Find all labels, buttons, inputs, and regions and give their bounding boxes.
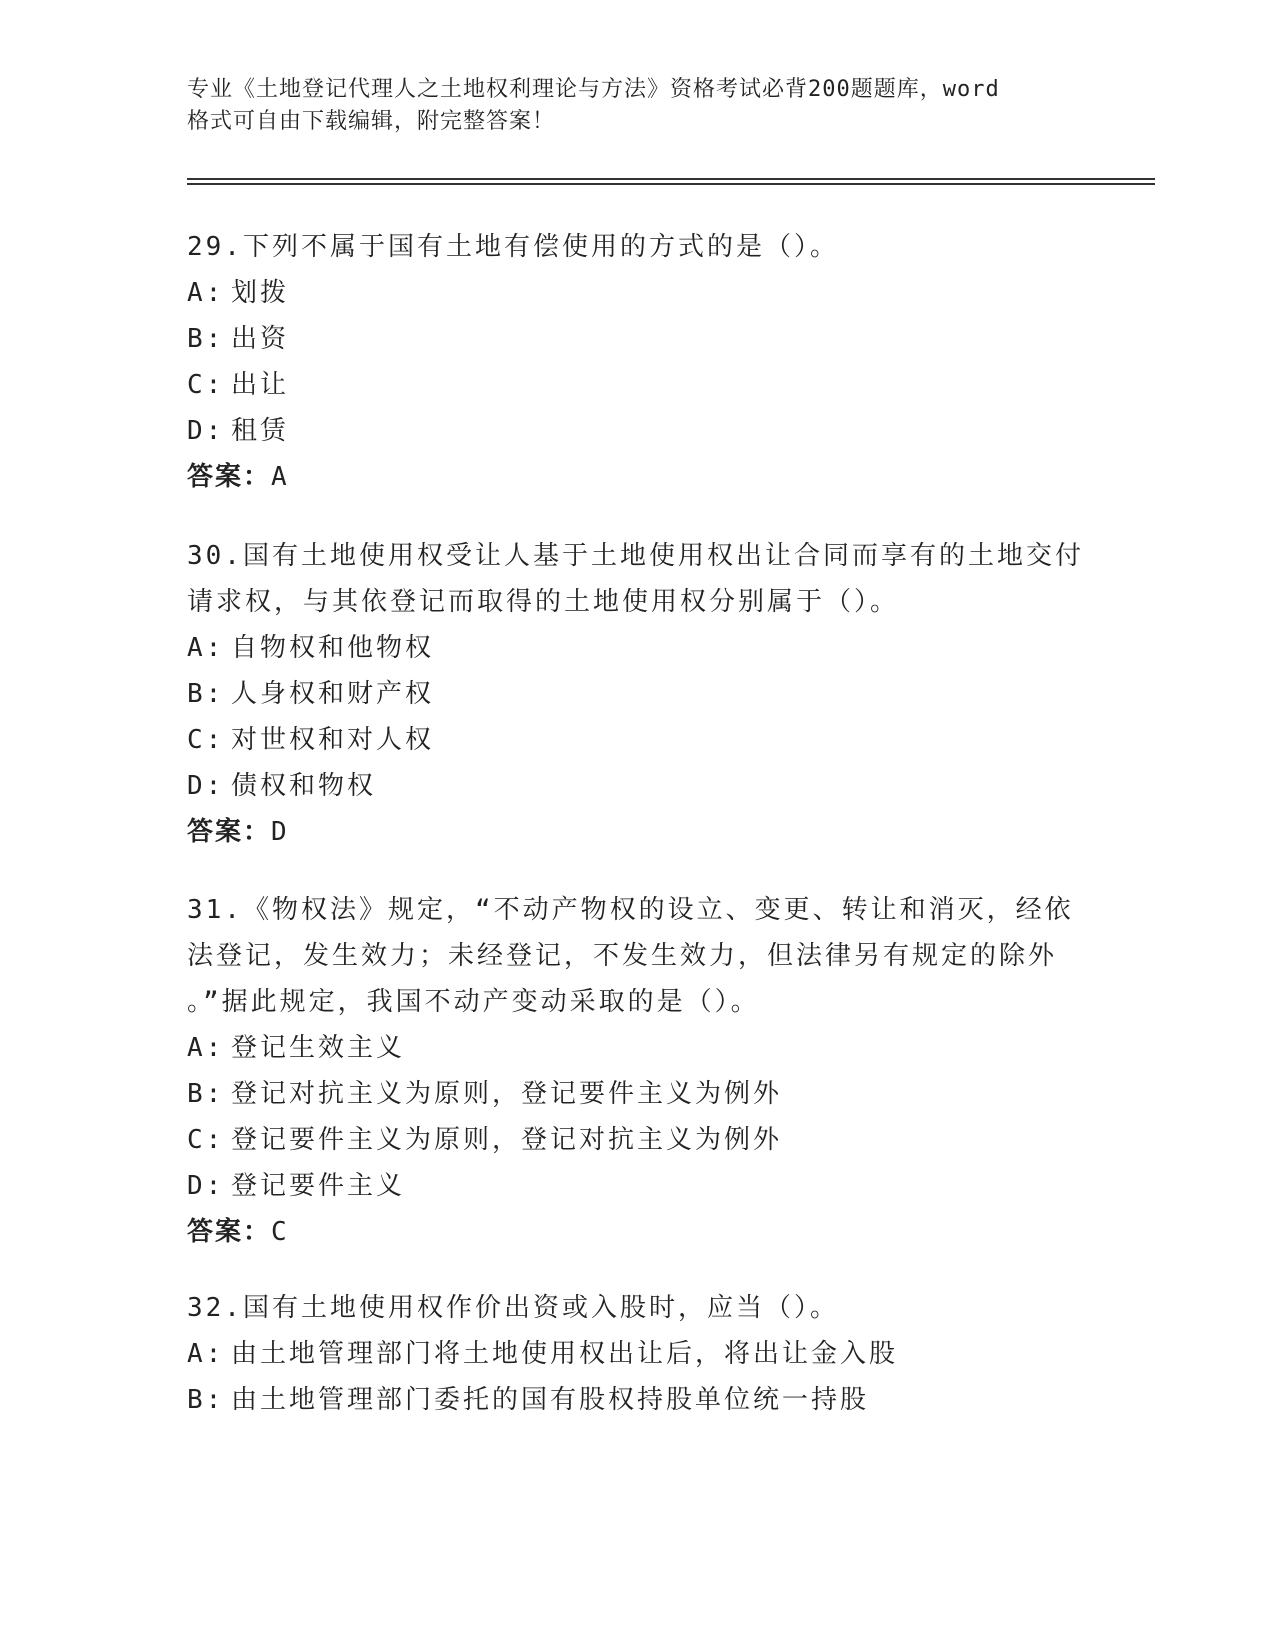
answer-value: D bbox=[271, 817, 289, 847]
question-29-answer bbox=[187, 454, 1087, 500]
option-key: B: bbox=[187, 679, 225, 709]
answer-value: C bbox=[271, 1217, 289, 1247]
question-29-option-a bbox=[187, 270, 1087, 316]
option-text: 由土地管理部门将土地使用权出让后，将出让金入股 bbox=[231, 1339, 899, 1369]
question-31-answer bbox=[187, 1209, 1087, 1255]
option-key: C: bbox=[187, 1125, 225, 1155]
question-30-option-d bbox=[187, 763, 1087, 809]
question-29-option-d bbox=[187, 408, 1087, 454]
option-text: 出资 bbox=[231, 324, 290, 354]
question-31-option-d bbox=[187, 1163, 1087, 1209]
question-30-option-a bbox=[187, 625, 1087, 671]
answer-label: 答案： bbox=[187, 462, 272, 492]
header-divider-bottom bbox=[187, 183, 1155, 185]
header-divider-top bbox=[187, 178, 1155, 180]
question-32-stem: 32.国有土地使用权作价出资或入股时，应当（）。 bbox=[187, 1293, 839, 1323]
option-text: 登记生效主义 bbox=[231, 1033, 406, 1063]
question-32-option-a bbox=[187, 1331, 1087, 1377]
option-text: 划拨 bbox=[231, 278, 290, 308]
question-29-option-c bbox=[187, 362, 1087, 408]
question-30 bbox=[187, 533, 1087, 855]
option-key: D: bbox=[187, 771, 225, 801]
option-text: 债权和物权 bbox=[231, 771, 377, 801]
question-32 bbox=[187, 1285, 1087, 1423]
option-key: A: bbox=[187, 278, 225, 308]
question-30-stem-line-1: 30.国有土地使用权受让人基于土地使用权出让合同而享有的土地交付 bbox=[187, 541, 1084, 571]
option-key: B: bbox=[187, 324, 225, 354]
option-key: B: bbox=[187, 1385, 225, 1415]
question-31-stem-line-3: 。”据此规定，我国不动产变动采取的是（）。 bbox=[187, 987, 760, 1017]
option-key: D: bbox=[187, 416, 225, 446]
question-31-option-a bbox=[187, 1025, 1087, 1071]
document-header bbox=[187, 74, 1087, 138]
question-32-option-b bbox=[187, 1377, 1087, 1423]
question-31-stem-line-2: 法登记，发生效力；未经登记，不发生效力，但法律另有规定的除外 bbox=[187, 941, 1058, 971]
question-31-option-c bbox=[187, 1117, 1087, 1163]
answer-value: A bbox=[271, 462, 289, 492]
option-text: 对世权和对人权 bbox=[231, 725, 435, 755]
option-key: A: bbox=[187, 633, 225, 663]
question-30-stem-line-2: 请求权，与其依登记而取得的土地使用权分别属于（）。 bbox=[187, 587, 900, 617]
option-text: 登记要件主义为原则，登记对抗主义为例外 bbox=[231, 1125, 783, 1155]
option-key: C: bbox=[187, 725, 225, 755]
answer-label: 答案： bbox=[187, 1217, 272, 1247]
option-key: B: bbox=[187, 1079, 225, 1109]
question-31 bbox=[187, 887, 1087, 1255]
question-31-option-b bbox=[187, 1071, 1087, 1117]
answer-label: 答案： bbox=[187, 817, 272, 847]
header-line-2: 格式可自由下载编辑，附完整答案！ bbox=[187, 109, 556, 134]
option-key: A: bbox=[187, 1339, 225, 1369]
question-29-stem: 29.下列不属于国有土地有偿使用的方式的是（）。 bbox=[187, 232, 839, 262]
option-text: 由土地管理部门委托的国有股权持股单位统一持股 bbox=[231, 1385, 870, 1415]
option-key: D: bbox=[187, 1171, 225, 1201]
option-text: 人身权和财产权 bbox=[231, 679, 435, 709]
option-text: 登记要件主义 bbox=[231, 1171, 406, 1201]
option-text: 自物权和他物权 bbox=[231, 633, 435, 663]
question-29-option-b bbox=[187, 316, 1087, 362]
header-line-1: 专业《土地登记代理人之土地权利理论与方法》资格考试必背200题题库，word bbox=[187, 77, 1000, 102]
question-30-option-b bbox=[187, 671, 1087, 717]
option-text: 登记对抗主义为原则，登记要件主义为例外 bbox=[231, 1079, 783, 1109]
option-text: 出让 bbox=[231, 370, 290, 400]
option-key: A: bbox=[187, 1033, 225, 1063]
option-text: 租赁 bbox=[231, 416, 290, 446]
option-key: C: bbox=[187, 370, 225, 400]
question-31-stem-line-1: 31.《物权法》规定，“不动产物权的设立、变更、转让和消灭，经依 bbox=[187, 895, 1074, 925]
question-30-option-c bbox=[187, 717, 1087, 763]
question-29 bbox=[187, 224, 1087, 500]
question-30-answer bbox=[187, 809, 1087, 855]
